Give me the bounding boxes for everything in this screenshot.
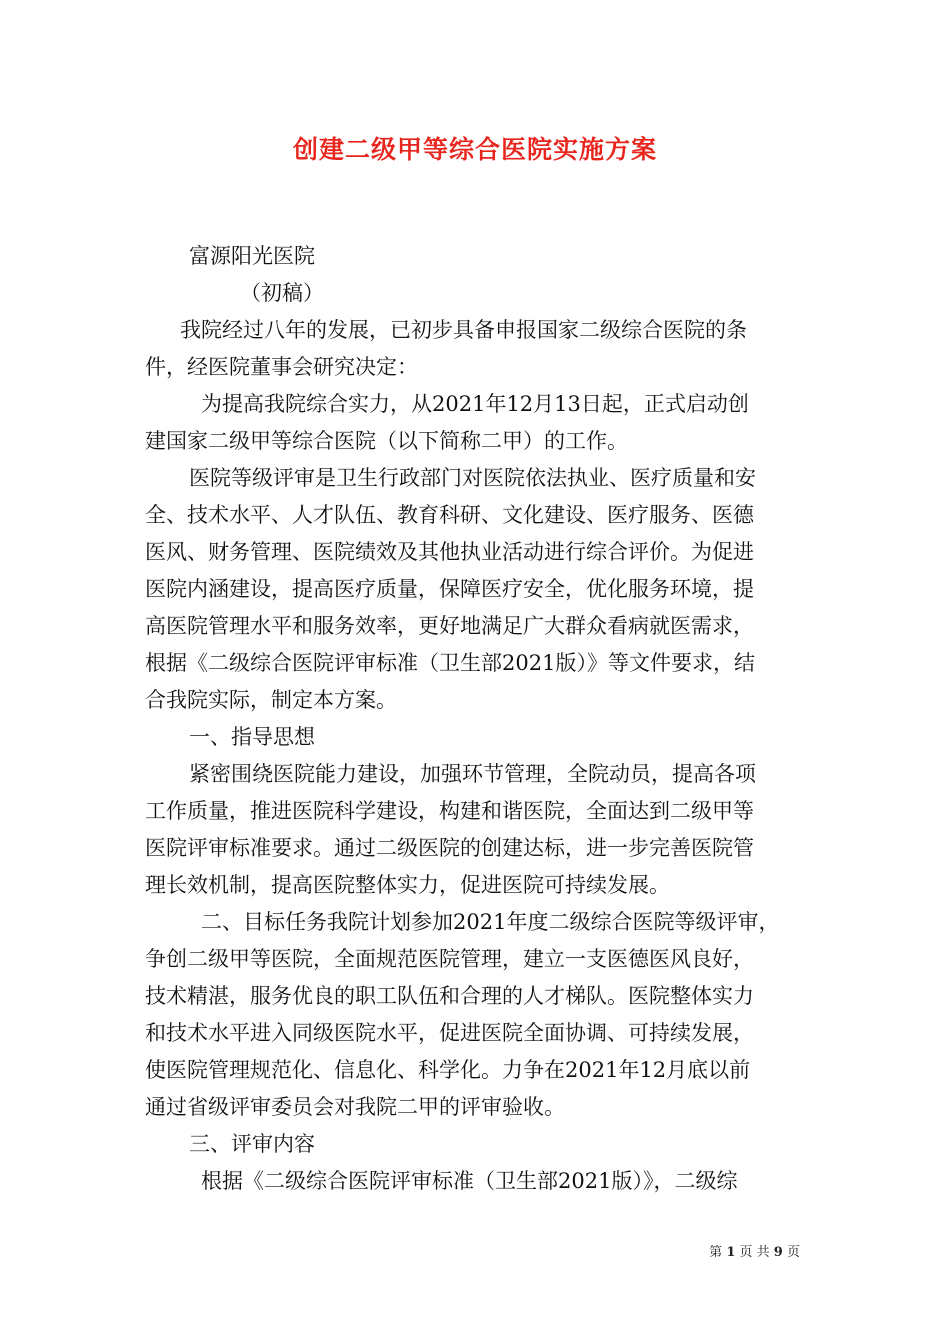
document-title: 创建二级甲等综合医院实施方案: [292, 135, 657, 164]
section-heading: 三、评审内容: [189, 1132, 315, 1156]
paragraph-line: 医院评审标准要求。通过二级医院的创建达标，进一步完善医院管: [145, 836, 754, 860]
paragraph-line: 技术精湛，服务优良的职工队伍和合理的人才梯队。医院整体实力: [145, 984, 754, 1008]
total-page-number: 9: [773, 1245, 783, 1260]
page-footer: [709, 1244, 800, 1262]
paragraph-line: 争创二级甲等医院，全面规范医院管理，建立一支医德医风良好，: [145, 947, 754, 971]
hospital-name: 富源阳光医院: [189, 244, 315, 268]
paragraph-line: 通过省级评审委员会对我院二甲的评审验收。: [145, 1095, 565, 1119]
paragraph-line: 理长效机制，提高医院整体实力，促进医院可持续发展。: [145, 873, 670, 897]
paragraph-line: 我院经过八年的发展，已初步具备申报国家二级综合医院的条: [180, 318, 747, 342]
section-heading-line: 二、目标任务我院计划参加2021年度二级综合医院等级评审，: [201, 910, 780, 934]
paragraph-line: 建国家二级甲等综合医院（以下简称二甲）的工作。: [145, 429, 628, 453]
paragraph-line: 根据《二级综合医院评审标准（卫生部2021版）》等文件要求，结: [145, 651, 755, 675]
footer-middle: 页 共: [739, 1245, 770, 1260]
section-heading: 一、指导思想: [189, 725, 315, 749]
paragraph-line: 件，经医院董事会研究决定：: [145, 355, 418, 379]
paragraph-line: 工作质量，推进医院科学建设，构建和谐医院，全面达到二级甲等: [145, 799, 754, 823]
paragraph-line: 紧密围绕医院能力建设，加强环节管理，全院动员，提高各项: [189, 762, 756, 786]
paragraph-line: 和技术水平进入同级医院水平，促进医院全面协调、可持续发展，: [145, 1021, 754, 1045]
paragraph-line: 根据《二级综合医院评审标准（卫生部2021版）》，二级综: [201, 1169, 738, 1193]
paragraph-line: 高医院管理水平和服务效率，更好地满足广大群众看病就医需求，: [145, 614, 754, 638]
current-page-number: 1: [726, 1245, 736, 1260]
paragraph-line: 全、技术水平、人才队伍、教育科研、文化建设、医疗服务、医德: [145, 503, 754, 527]
paragraph-line: 使医院管理规范化、信息化、科学化。力争在2021年12月底以前: [145, 1058, 751, 1082]
paragraph-line: 为提高我院综合实力，从2021年12月13日起，正式启动创: [201, 392, 749, 416]
paragraph-line: 医院等级评审是卫生行政部门对医院依法执业、医疗质量和安: [189, 466, 756, 490]
footer-suffix: 页: [786, 1245, 800, 1260]
paragraph-line: 医风、财务管理、医院绩效及其他执业活动进行综合评价。为促进: [145, 540, 754, 564]
draft-label: （初稿）: [240, 281, 324, 305]
paragraph-line: 医院内涵建设，提高医疗质量，保障医疗安全，优化服务环境，提: [145, 577, 754, 601]
footer-prefix: 第: [709, 1245, 723, 1260]
paragraph-line: 合我院实际，制定本方案。: [145, 688, 397, 712]
